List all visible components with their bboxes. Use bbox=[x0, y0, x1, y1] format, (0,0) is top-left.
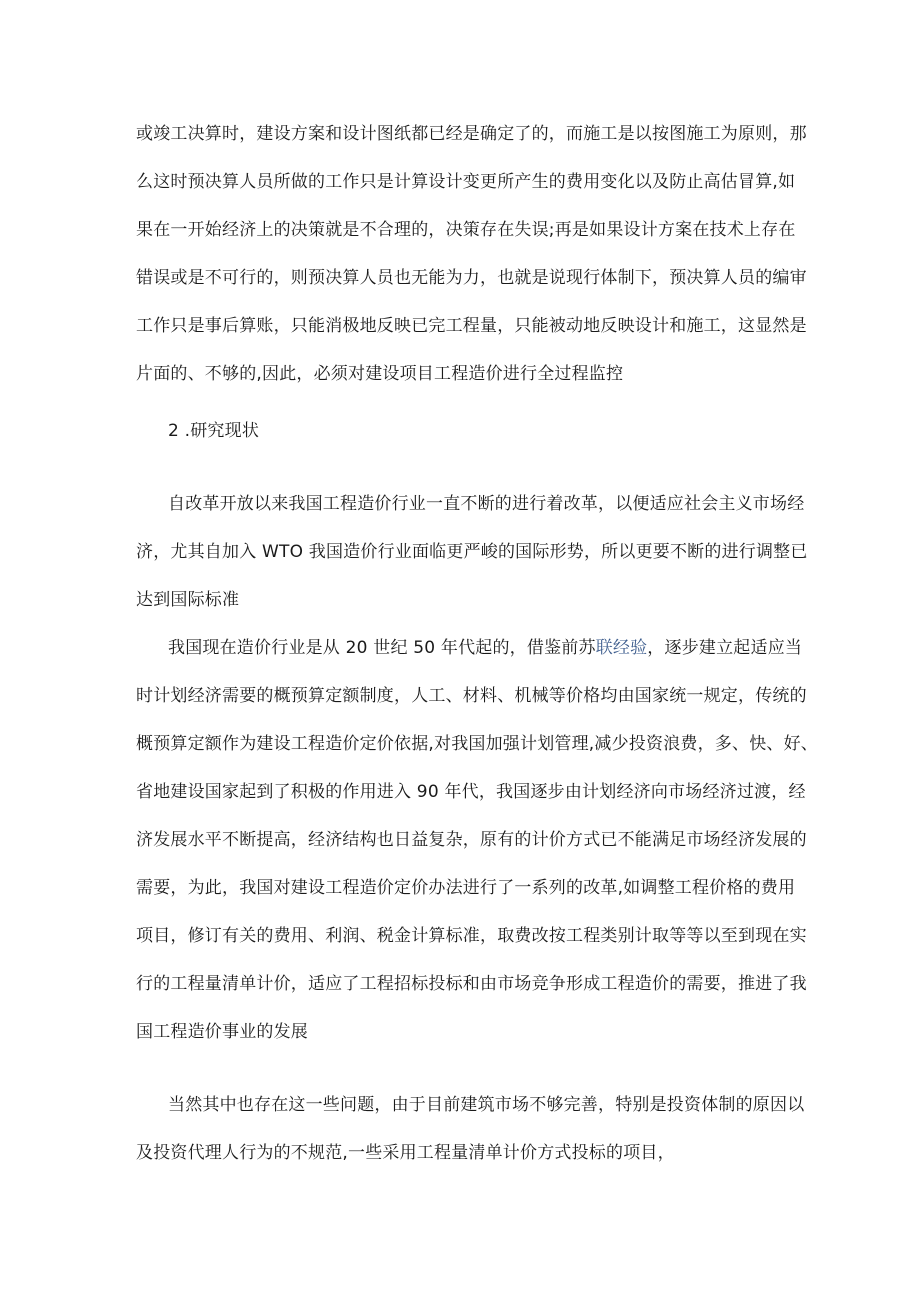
paragraph-3-line-1 bbox=[168, 637, 828, 659]
paragraph-3-line-1-before: 我国现在造价行业是从 20 世纪 50 年代起的，借鉴前苏 bbox=[168, 638, 596, 658]
paragraph-1-line-6: 片面的、不够的,因此，必须对建设项目工程造价进行全过程监控 bbox=[136, 364, 624, 384]
paragraph-1-line-2: 么这时预决算人员所做的工作只是计算设计变更所产生的费用变化以及防止高估冒算,如 bbox=[136, 172, 796, 192]
paragraph-2-line-1: 自改革开放以来我国工程造价行业一直不断的进行着改革，以便适应社会主义市场经 bbox=[168, 494, 805, 514]
paragraph-3-line-6: 需要，为此，我国对建设工程造价定价办法进行了一系列的改革,如调整工程价格的费用 bbox=[136, 878, 796, 898]
section-heading: 2 .研究现状 bbox=[168, 421, 260, 441]
paragraph-3-line-4: 省地建设国家起到了积极的作用进入 90 年代，我国逐步由计划经济向市场经济过渡，经 bbox=[136, 782, 806, 802]
paragraph-1-line-1: 或竣工决算时，建设方案和设计图纸都已经是确定了的，而施工是以按图施工为原则，那 bbox=[136, 124, 807, 144]
paragraph-3-line-1-after: ，逐步建立起适应当 bbox=[647, 638, 803, 658]
paragraph-2-line-3: 达到国际标准 bbox=[136, 590, 240, 610]
paragraph-3-line-7: 项目，修订有关的费用、利润、税金计算标准，取费改按工程类别计取等等以至到现在实 bbox=[136, 926, 807, 946]
paragraph-4-line-2: 及投资代理人行为的不规范,一些采用工程量清单计价方式投标的项目， bbox=[136, 1143, 675, 1163]
paragraph-1-line-3: 果在一开始经济上的决策就是不合理的，决策存在失误;再是如果设计方案在技术上存在 bbox=[136, 220, 796, 240]
paragraph-3-line-2: 时计划经济需要的概预算定额制度，人工、材料、机械等价格均由国家统一规定，传统的 bbox=[136, 686, 807, 706]
paragraph-4-line-1: 当然其中也存在这一些问题，由于目前建筑市场不够完善，特别是投资体制的原因以 bbox=[168, 1095, 805, 1115]
paragraph-3-line-5: 济发展水平不断提高，经济结构也日益复杂，原有的计价方式已不能满足市场经济发展的 bbox=[136, 830, 807, 850]
paragraph-1-line-5: 工作只是事后算账，只能消极地反映已完工程量，只能被动地反映设计和施工，这显然是 bbox=[136, 316, 807, 336]
paragraph-3-line-9: 国工程造价事业的发展 bbox=[136, 1022, 308, 1042]
paragraph-3-line-8: 行的工程量清单计价，适应了工程招标投标和由市场竞争形成工程造价的需要，推进了我 bbox=[136, 974, 807, 994]
paragraph-1-line-4: 错误或是不可行的，则预决算人员也无能为力，也就是说现行体制下，预决算人员的编审 bbox=[136, 268, 807, 288]
highlighted-term: 联经验 bbox=[595, 638, 648, 658]
paragraph-3-line-3: 概预算定额作为建设工程造价定价依据,对我国加强计划管理,减少投资浪费，多、快、好、 bbox=[136, 734, 819, 754]
paragraph-2-line-2: 济，尤其自加入 WTO 我国造价行业面临更严峻的国际形势，所以更要不断的进行调整已 bbox=[136, 542, 808, 562]
